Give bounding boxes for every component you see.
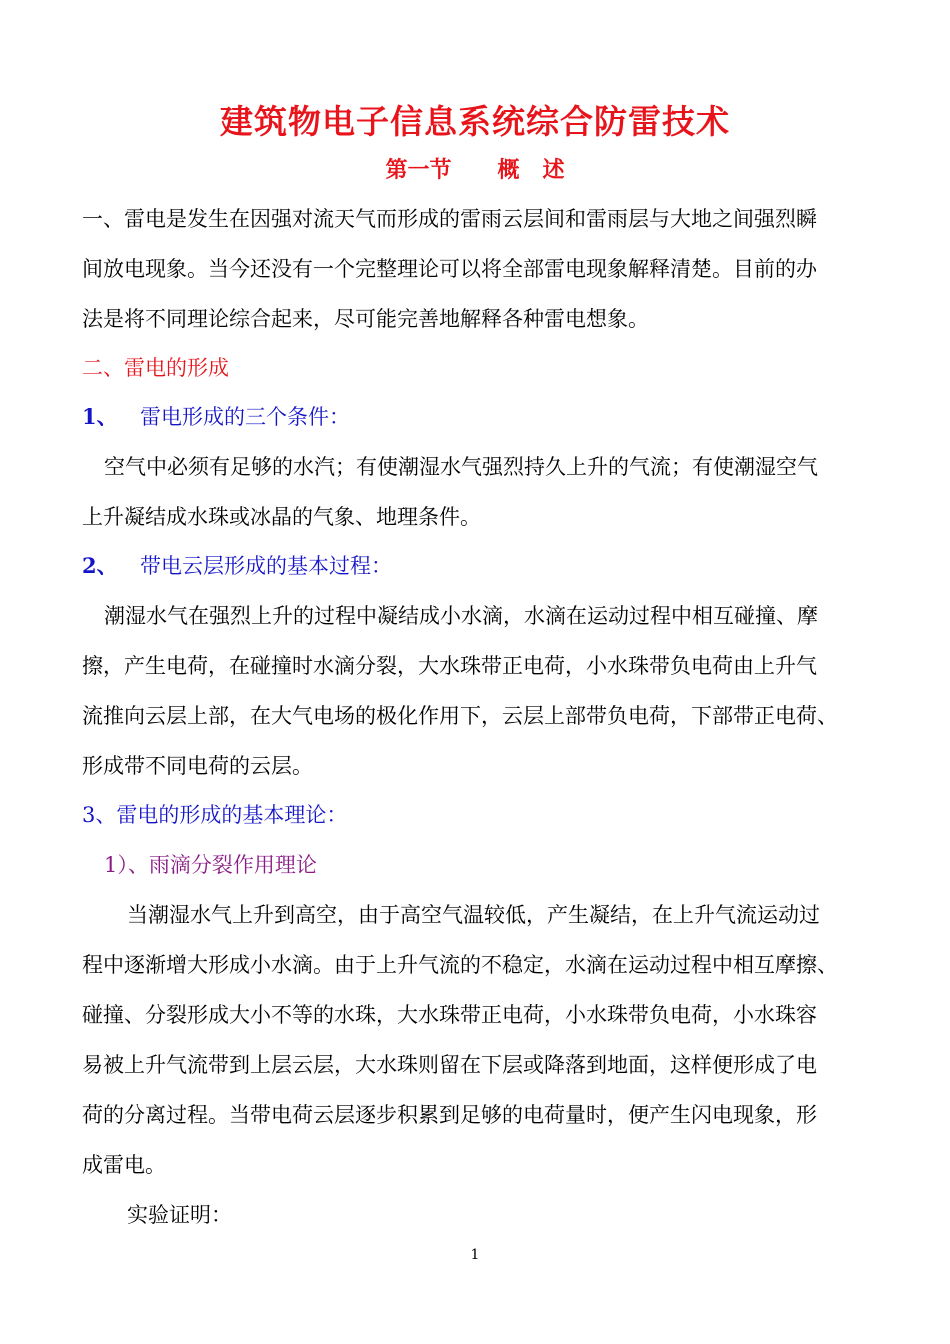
paragraph-2-line-1: 空气中必须有足够的水汽；有使潮湿水气强烈持久上升的气流；有使潮湿空气 <box>104 455 818 479</box>
paragraph-1-line-2: 间放电现象。当今还没有一个完整理论可以将全部雷电现象解释清楚。目前的办 <box>82 257 817 281</box>
paragraph-4-line-6: 成雷电。 <box>82 1153 166 1177</box>
item-1-heading <box>82 402 350 432</box>
document-title: 建筑物电子信息系统综合防雷技术 <box>220 102 730 141</box>
paragraph-3-line-3: 流推向云层上部，在大气电场的极化作用下，云层上部带负电荷，下部带正电荷、 <box>82 704 838 728</box>
item-2-label: 带电云层形成的基本过程： <box>140 554 392 578</box>
item-1-label: 雷电形成的三个条件： <box>140 405 350 429</box>
paragraph-4-line-4: 易被上升气流带到上层云层，大水珠则留在下层或降落到地面，这样便形成了电 <box>82 1053 817 1077</box>
item-2-number: 2、 <box>82 553 118 578</box>
paragraph-4-line-5: 荷的分离过程。当带电荷云层逐步积累到足够的电荷量时，便产生闪电现象，形 <box>82 1103 817 1127</box>
section-heading: 第一节 概 述 <box>385 157 565 183</box>
paragraph-3-line-1: 潮湿水气在强烈上升的过程中凝结成小水滴，水滴在运动过程中相互碰撞、摩 <box>104 604 818 628</box>
paragraph-3-line-2: 擦，产生电荷，在碰撞时水滴分裂，大水珠带正电荷，小水珠带负电荷由上升气 <box>82 654 817 678</box>
item-1-number: 1、 <box>82 404 118 429</box>
subitem-1-heading: 1）、雨滴分裂作用理论 <box>104 853 317 877</box>
paragraph-2-line-2: 上升凝结成水珠或冰晶的气象、地理条件。 <box>82 505 481 529</box>
page-number: 1 <box>470 1247 480 1263</box>
item-2-heading <box>82 551 392 581</box>
paragraph-4-line-3: 碰撞、分裂形成大小不等的水珠，大水珠带正电荷，小水珠带负电荷，小水珠容 <box>82 1003 817 1027</box>
paragraph-1-line-3: 法是将不同理论综合起来，尽可能完善地解释各种雷电想象。 <box>82 307 649 331</box>
paragraph-3-line-4: 形成带不同电荷的云层。 <box>82 754 313 778</box>
paragraph-4-line-2: 程中逐渐增大形成小水滴。由于上升气流的不稳定，水滴在运动过程中相互摩擦、 <box>82 953 838 977</box>
paragraph-5: 实验证明： <box>127 1203 232 1227</box>
section-2-heading: 二、雷电的形成 <box>82 356 229 380</box>
paragraph-4-line-1: 当潮湿水气上升到高空，由于高空气温较低，产生凝结，在上升气流运动过 <box>127 903 820 927</box>
paragraph-1-line-1: 一、雷电是发生在因强对流天气而形成的雷雨云层间和雷雨层与大地之间强烈瞬 <box>82 207 817 231</box>
item-3-heading: 3、雷电的形成的基本理论： <box>82 803 348 827</box>
